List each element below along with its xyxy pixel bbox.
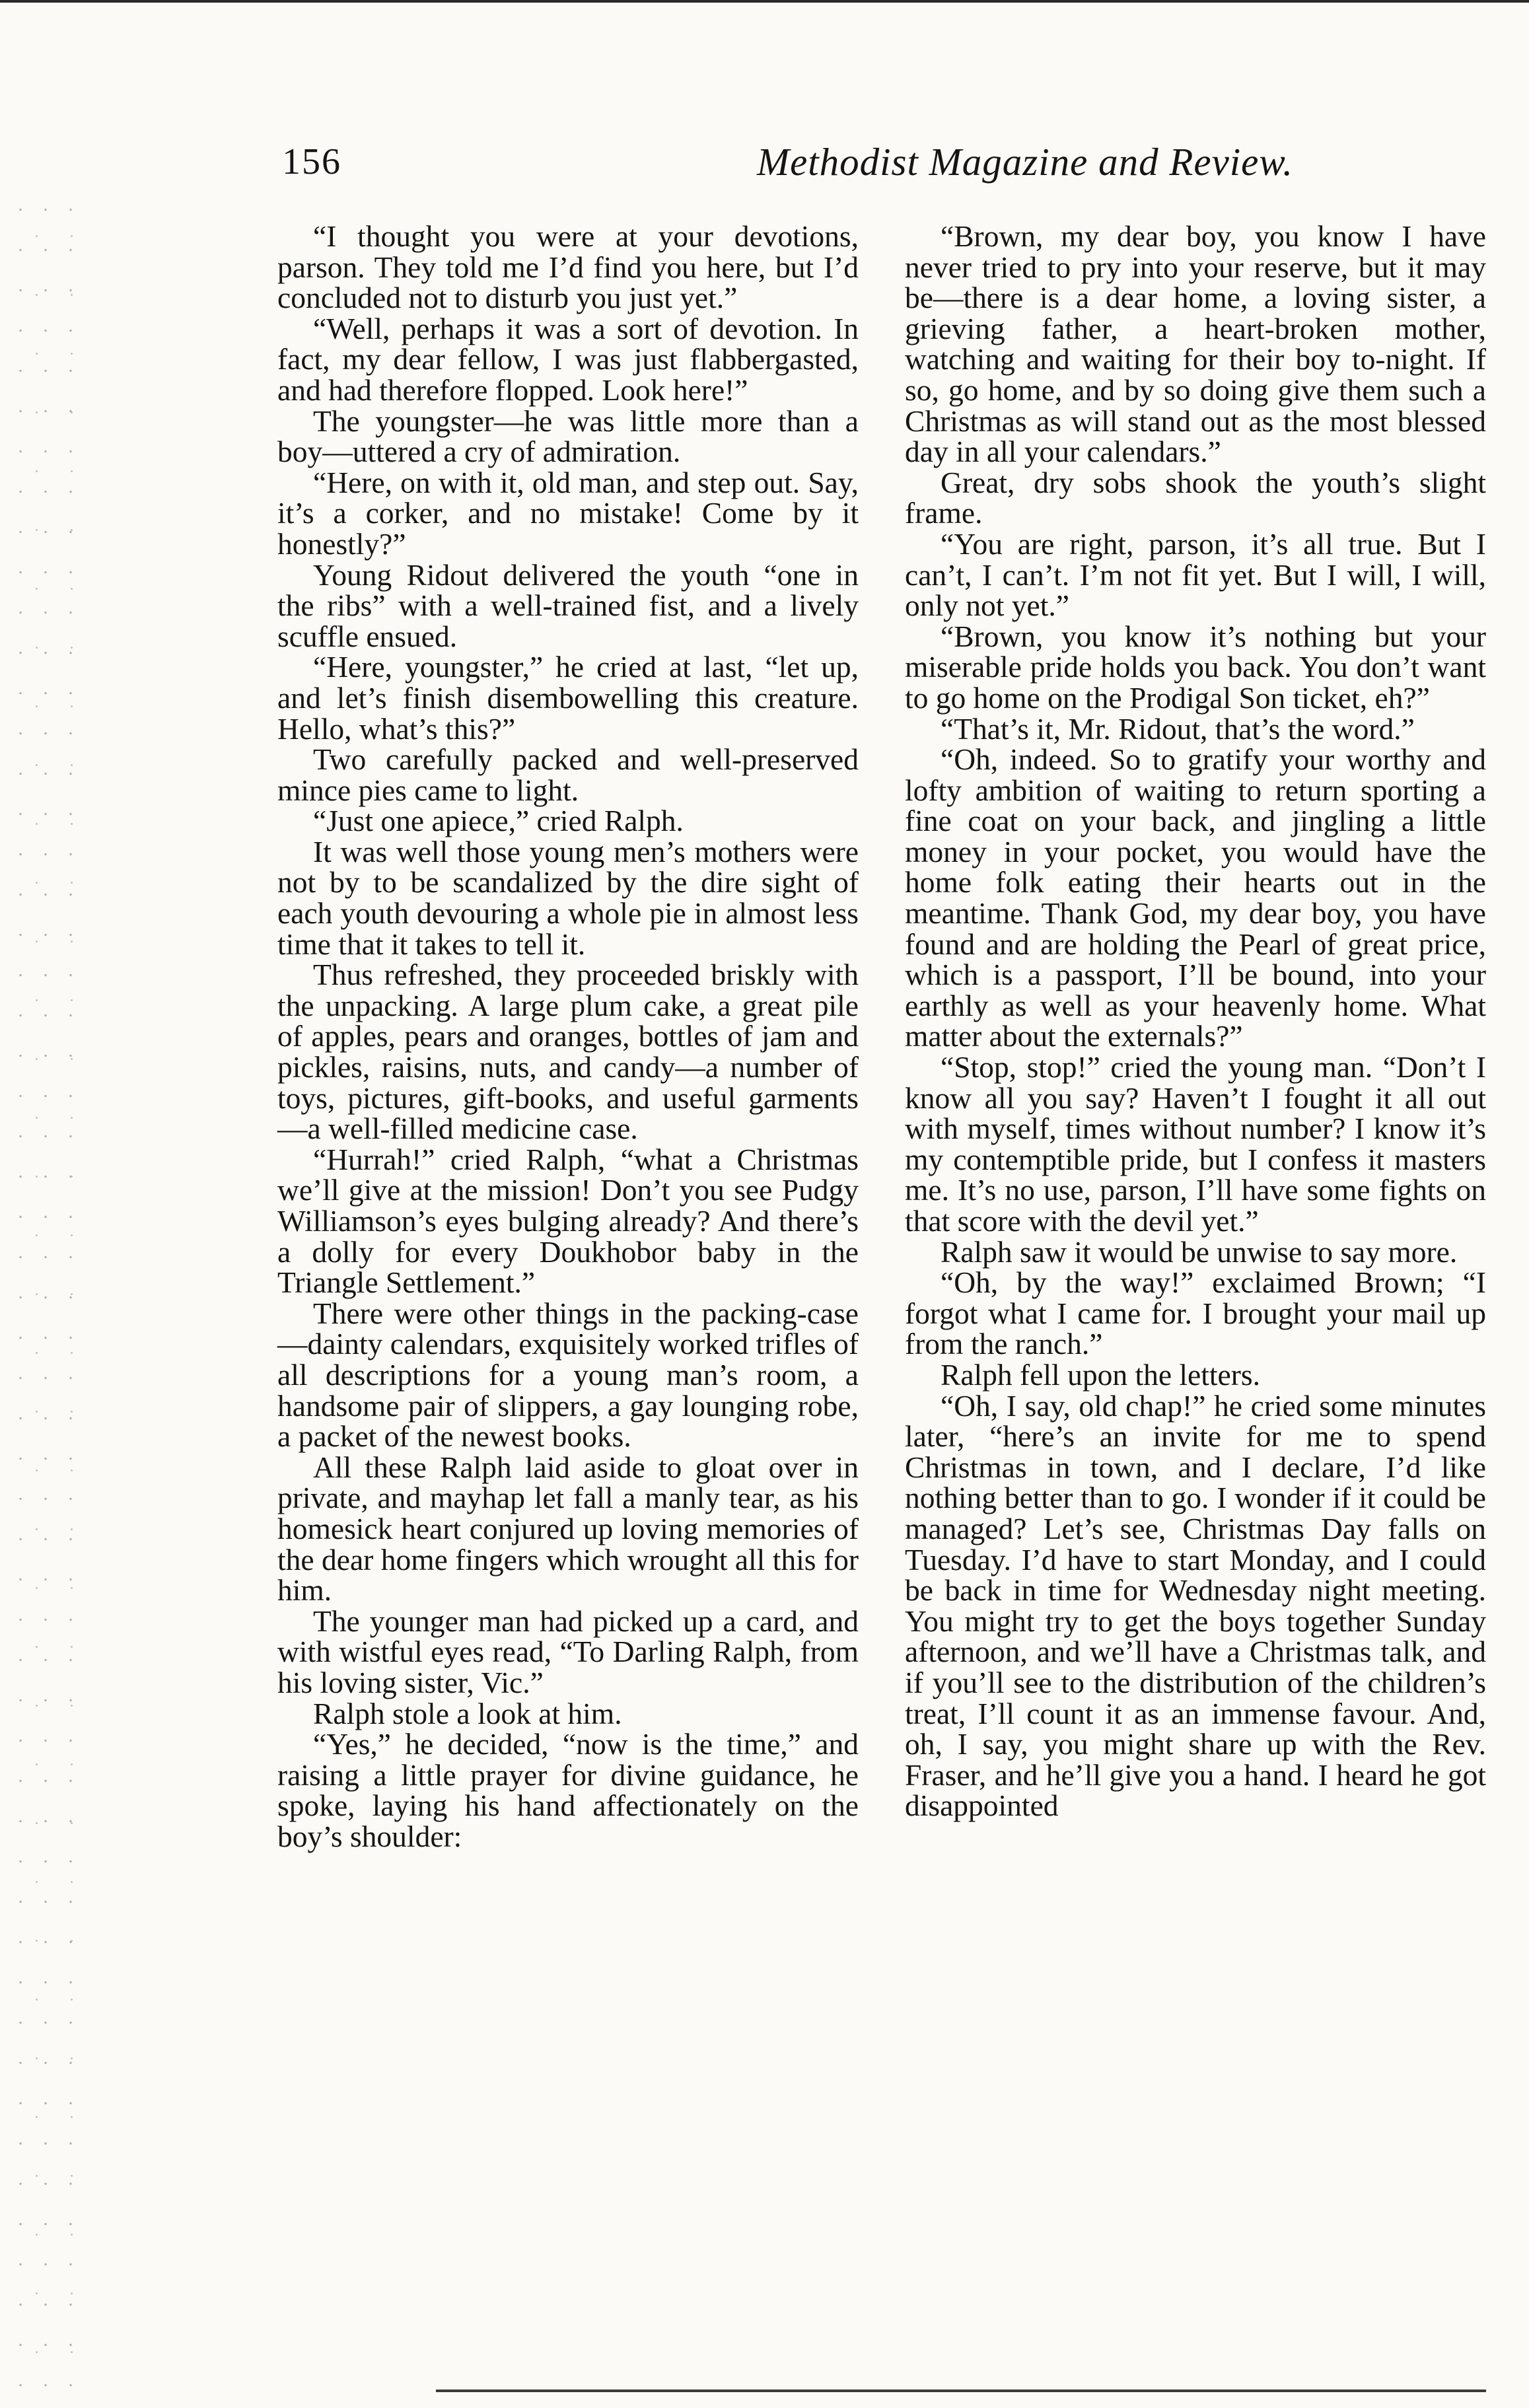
running-title: Methodist Magazine and Review. (756, 140, 1294, 184)
right-column (905, 221, 1486, 1822)
page-header (282, 135, 1491, 195)
paragraph: Ralph fell upon the letters. (941, 1357, 1260, 1392)
paragraph: Young Ridout delivered the youth “one in the ribs” with a well-trained fist, and a lively scuffle ensued. (277, 557, 859, 653)
paragraph: “Well, perhaps it was a sort of devotion. In fact, my dear fellow, I was just flabbergasted, and had therefore flopped. Look here!” (277, 311, 859, 407)
bottom-edge-rule (436, 2390, 1486, 2392)
paragraph: “Brown, you know it’s nothing but your miserable pride holds you back. You don’t want to go home on the Prodigal Son ticket, eh?” (905, 619, 1486, 715)
paragraph: There were other things in the packing-case—dainty calendars, exquisitely worked trifles of all descriptions for a young man’s room, a handsome pair of slippers, a gay lounging robe, a packet of the newest books. (277, 1296, 859, 1454)
paragraph: The youngster—he was little more than a boy—uttered a cry of admiration. (277, 404, 859, 469)
paragraph: “Stop, stop!” cried the young man. “Don’t I know all you say? Haven’t I fought it all out with myself, times without number? I know it’s my contemptible pride, but I confess it masters me. It’s no use, parson, I’ll have some fights on that score with the devil yet.” (905, 1050, 1486, 1238)
paragraph: “Brown, my dear boy, you know I have never tried to pry into your reserve, but it may be—there is a dear home, a loving sister, a grieving father, a heart-broken mother, watching and waiting for their boy to-night. If so, go home, and by so doing give them such a Christmas as will stand out as the most blessed day in all your calendars.” (905, 219, 1486, 469)
paragraph: All these Ralph laid aside to gloat over in private, and mayhap let fall a manly tear, as his homesick heart conjured up loving memories of the dear home fingers which wrought all this for him. (277, 1450, 859, 1608)
paragraph: It was well those young men’s mothers were not by to be scandalized by the dire sight of each youth devouring a whole pie in almost less time that it takes to tell it. (277, 834, 859, 961)
paragraph: Thus refreshed, they proceeded briskly with the unpacking. A large plum cake, a great pile of apples, pears and oranges, bottles of jam and pickles, raisins, nuts, and candy—a number of toys, pictures, gift-books, and useful garments—a well-filled medicine case. (277, 958, 859, 1146)
left-column (277, 221, 859, 1852)
paragraph: “You are right, parson, it’s all true. But I can’t, I can’t. I’m not fit yet. But I will, I will, only not yet.” (905, 526, 1486, 623)
paragraph: Great, dry sobs shook the youth’s slight frame. (905, 465, 1486, 530)
paragraph: Two carefully packed and well-preserved mince pies came to light. (277, 742, 859, 807)
paragraph: “Oh, by the way!” exclaimed Brown; “I forgot what I came for. I brought your mail up from the ranch.” (905, 1265, 1486, 1361)
paragraph: “Here, on with it, old man, and step out. Say, it’s a corker, and no mistake! Come by it honestly?” (277, 465, 859, 561)
paragraph: “That’s it, Mr. Ridout, that’s the word.” (941, 711, 1415, 746)
paragraph: “Oh, I say, old chap!” he cried some minutes later, “here’s an invite for me to spend Christmas in town, and I declare, I’d like nothing better than to go. I wonder if it could be managed? Let’s see, Christmas Day falls on Tuesday. I’d have to start Monday, and I could be back in time for Wednesday night meeting. You might try to get the boys together Sunday afternoon, and we’ll have a Christmas talk, and if you’ll see to the distribution of the children’s treat, I’ll count it as an immense favour. And, oh, I say, you might share up with the Rev. Fraser, and he’ll give you a hand. I heard he got disappointed (905, 1388, 1486, 1823)
paragraph: “I thought you were at your devotions, parson. They told me I’d find you here, but I’d concluded not to disturb you just yet.” (277, 219, 859, 315)
paragraph: The younger man had picked up a card, and with wistful eyes read, “To Darling Ralph, from his loving sister, Vic.” (277, 1604, 859, 1699)
top-edge-rule (0, 0, 1529, 7)
paragraph: “Just one apiece,” cried Ralph. (313, 804, 684, 838)
paragraph: “Oh, indeed. So to gratify your worthy and lofty ambition of waiting to return sporting a fine coat on your back, and jingling a little money in your pocket, you would have the home folk eating their hearts out in the meantime. Thank God, my dear boy, you have found and are holding the Pearl of great price, which is a passport, I’ll be bound, into your earthly as well as your heavenly home. What matter about the externals?” (905, 742, 1486, 1053)
paragraph: “Hurrah!” cried Ralph, “what a Christmas we’ll give at the mission! Don’t you see Pudgy Williamson’s eyes bulging already? And there’s a dolly for every Doukhobor baby in the Triangle Settlement.” (277, 1142, 859, 1300)
paragraph: “Here, youngster,” he cried at last, “let up, and let’s finish disembowelling this creature. Hello, what’s this?” (277, 650, 859, 746)
page-margin-specks (5, 185, 78, 2404)
paragraph: Ralph stole a look at him. (313, 1696, 622, 1730)
paragraph: “Yes,” he decided, “now is the time,” and raising a little prayer for divine guidance, he spoke, laying his hand affectionately on the boy’s shoulder: (277, 1727, 859, 1853)
page-number: 156 (282, 141, 341, 182)
paragraph: Ralph saw it would be unwise to say more. (941, 1234, 1458, 1269)
